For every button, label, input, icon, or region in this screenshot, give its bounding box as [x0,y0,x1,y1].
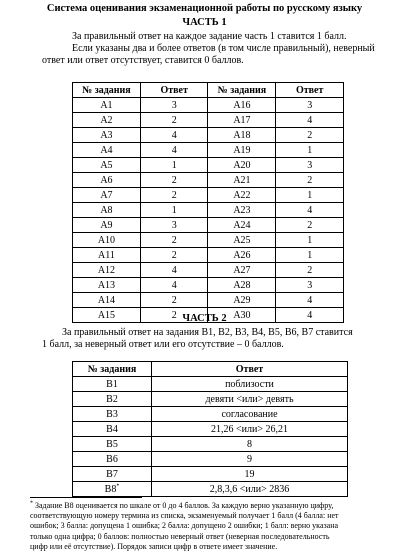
task-number: B2 [106,393,118,405]
task-number: B3 [106,408,118,420]
part2-heading: ЧАСТЬ 2 [182,313,227,324]
table-row [73,113,344,128]
table-row [73,173,344,188]
answer-cell: 4 [276,293,344,308]
task-number-cell: A22 [208,188,276,203]
task-number-cell [73,392,152,407]
answer-cell: 2 [276,128,344,143]
task-number-cell: A30 [208,308,276,323]
task-number: B1 [106,378,118,390]
task-number: B6 [106,453,118,465]
answer-text: 21,26 <или> 26,21 [211,423,288,435]
answer-cell: 1 [276,188,344,203]
answer-text: 9 [247,453,252,465]
task-number-cell [73,467,152,482]
answer-cell: 3 [276,158,344,173]
task-number-cell: A5 [73,158,141,173]
answer-cell: 1 [140,203,208,218]
footnote-line: только одна цифра; 0 баллов: полностью неверный ответ (неверная последовательность [30,531,330,541]
table-row [73,98,344,113]
table-row [73,452,348,467]
answer-cell: 2 [140,188,208,203]
table-row [73,143,344,158]
answer-cell: 4 [276,203,344,218]
table-row [73,278,344,293]
answer-cell [152,467,348,482]
table-row [73,188,344,203]
task-number-cell: A7 [73,188,141,203]
footnote-marker: * [30,500,33,507]
answer-cell: 4 [276,113,344,128]
task-number-cell: A8 [73,203,141,218]
task-number-cell: A10 [73,233,141,248]
answer-cell: 1 [140,158,208,173]
table-row [73,407,348,422]
answer-text: 19 [244,468,255,480]
task-number-cell: A23 [208,203,276,218]
table-row [73,392,348,407]
answer-cell: 4 [140,128,208,143]
task-number-cell [73,422,152,437]
answer-cell: 3 [276,98,344,113]
answer-cell [152,482,348,497]
answer-text: 2,8,3,6 <или> 2836 [209,483,290,495]
table-header-row [73,362,348,377]
table-row [73,482,348,497]
part1-rule-line2: Если указаны два и более ответов (в том числе правильный), неверный [72,43,375,54]
task-number-cell [73,482,152,497]
answer-cell: 4 [276,308,344,323]
table-row [73,248,344,263]
task-number: B4 [106,423,118,435]
answer-cell: 1 [276,248,344,263]
task-number-cell: A1 [73,98,141,113]
document-title: Система оценивания экзаменационной работы по русскому языку [46,3,363,14]
task-number-cell: A19 [208,143,276,158]
task-number-cell: A28 [208,278,276,293]
part2-rule-line1: За правильный ответ на задания В1, В2, В3, В4, В5, В6, В7 ставится [62,327,353,338]
task-number-cell: A26 [208,248,276,263]
table-row [73,233,344,248]
table-header-row [73,83,344,98]
column-header: № задания [73,83,141,98]
answer-text: поблизости [225,378,274,390]
task-number-cell: A2 [73,113,141,128]
answer-cell: 3 [140,218,208,233]
task-number-cell [73,437,152,452]
answer-cell: 4 [140,143,208,158]
task-number-cell: A21 [208,173,276,188]
answer-text: 8 [247,438,252,450]
table-row [73,218,344,233]
answer-cell: 4 [140,278,208,293]
footnote-line: Задание В8 оценивается по шкале от 0 до 4 баллов. За каждую верно указанную цифру, [35,501,334,510]
task-number-cell: A4 [73,143,141,158]
answer-cell: 1 [276,143,344,158]
answer-cell [152,452,348,467]
task-number-cell: A6 [73,173,141,188]
task-number-cell [73,377,152,392]
task-number-cell: A15 [73,308,141,323]
part1-heading: ЧАСТЬ 1 [182,17,227,28]
table-row [73,422,348,437]
answer-cell [152,407,348,422]
column-header: Ответ [140,83,208,98]
table-row [73,467,348,482]
answer-cell: 2 [140,113,208,128]
table-row [73,263,344,278]
task-number-cell [73,407,152,422]
task-number-cell: A13 [73,278,141,293]
task-number-cell: A3 [73,128,141,143]
answer-cell: 2 [276,173,344,188]
answer-cell: 2 [140,308,208,323]
task-number-cell: A9 [73,218,141,233]
column-header: Ответ [276,83,344,98]
answer-cell [152,377,348,392]
task-number-cell: A18 [208,128,276,143]
part1-rule-line3: ответ или ответ отсутствует, ставится 0 баллов. [42,55,244,66]
answer-cell: 2 [140,233,208,248]
part1-answer-table [72,82,344,323]
answer-cell [152,392,348,407]
task-number: B8 [104,483,117,495]
answer-cell: 2 [140,173,208,188]
answer-text: согласование [221,408,278,420]
table-row [73,203,344,218]
footnote-line: цифр или её отсутствие). Порядок записи цифр в ответе имеет значение. [30,541,278,551]
answer-cell: 2 [140,293,208,308]
part2-answer-table [72,361,348,497]
answer-text: девяти <или> девять [205,393,294,405]
task-number-cell: A17 [208,113,276,128]
column-header: Ответ [152,362,348,377]
task-number-cell: A25 [208,233,276,248]
answer-cell [152,437,348,452]
answer-cell: 2 [140,248,208,263]
answer-cell: 2 [276,218,344,233]
part2-rule-line2: 1 балл, за неверный ответ или его отсутствие – 0 баллов. [42,339,284,350]
task-number-cell: A27 [208,263,276,278]
table-row [73,158,344,173]
table-row [73,128,344,143]
task-number-cell: A29 [208,293,276,308]
footnote-line: соответствующую номеру термина из списка, экзаменуемый получает 1 балл (4 балла: нет [30,511,339,521]
table-row [73,377,348,392]
task-number-cell [73,452,152,467]
task-number-cell: A11 [73,248,141,263]
column-header: № задания [208,83,276,98]
answer-cell: 4 [140,263,208,278]
answer-cell [152,422,348,437]
task-number-cell: A12 [73,263,141,278]
task-number-cell: A20 [208,158,276,173]
answer-cell: 2 [276,263,344,278]
answer-cell: 3 [140,98,208,113]
footnote-divider [30,497,142,498]
answer-cell: 3 [276,278,344,293]
part1-rule-line1: За правильный ответ на каждое задание часть 1 ставится 1 балл. [72,31,347,42]
table-row [73,437,348,452]
task-number: B5 [106,438,118,450]
footnote-line: ошибок; 3 балла: допущена 1 ошибка; 2 балла: допущено 2 ошибки; 1 балл: верно указана [30,521,339,531]
task-number: B7 [106,468,118,480]
footnote [30,501,380,552]
table-row [73,293,344,308]
footnote-marker: * [116,483,120,490]
task-number-cell: A24 [208,218,276,233]
task-number-cell: A16 [208,98,276,113]
task-number-cell: A14 [73,293,141,308]
column-header: № задания [73,362,152,377]
answer-cell: 1 [276,233,344,248]
